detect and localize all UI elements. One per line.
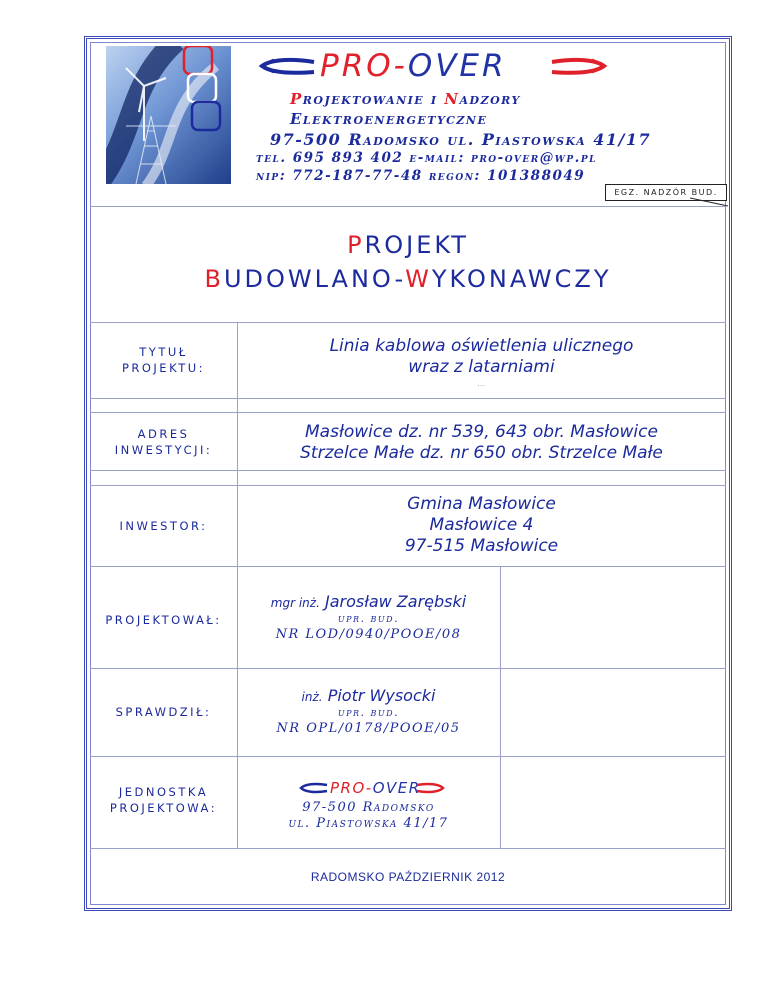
design-unit-address-1: 97-500 Radomsko: [302, 800, 435, 815]
checker-license-label: upr. bud.: [337, 706, 400, 719]
table-vline: [500, 566, 501, 848]
company-logo-image: [106, 46, 231, 184]
project-title-line2: BUDOWLANO-WYKONAWCZY: [204, 265, 612, 293]
company-ids: nip: 772-187-77-48 regon: 101388049: [256, 168, 586, 184]
table-line: [90, 566, 726, 567]
designer-name: mgr inż. Jarosław Zarębski: [270, 592, 467, 611]
footer-date: RADOMSKO PAŹDZIERNIK 2012: [310, 870, 506, 884]
company-name-line2: Elektroenergetyczne: [290, 110, 488, 128]
company-name-line1: Projektowanie i Nadzory: [290, 90, 521, 108]
designer-label: PROJEKTOWAŁ:: [105, 613, 222, 627]
investor-value: Gmina Masłowice Masłowice 4 97-515 Masłowice: [404, 494, 559, 556]
table-line: [90, 756, 726, 757]
project-title-value: Linia kablowa oświetlenia ulicznego wraz z latarniami ...: [329, 336, 634, 388]
address-label: ADRES INWESTYCJI:: [114, 427, 213, 457]
design-unit-address-2: ul. Piastowska 41/17: [288, 816, 449, 831]
brand-pro: PRO: [320, 48, 394, 84]
design-unit-left-arrow-icon: [299, 782, 329, 794]
wind-turbine-icon: [106, 46, 231, 184]
brand-logo: [258, 48, 608, 84]
investor-label: INWESTOR:: [119, 519, 208, 533]
table-line: [90, 848, 726, 849]
header-divider: [90, 206, 726, 207]
table-vline: [237, 322, 238, 848]
title-label: TYTUŁ PROJEKTU:: [121, 345, 206, 375]
designer-license-label: upr. bud.: [337, 612, 400, 625]
table-line: [90, 668, 726, 669]
brand-over: OVER: [407, 48, 507, 84]
brand-right-arrow-icon: [550, 56, 610, 80]
design-unit-right-arrow-icon: [415, 782, 445, 794]
table-line: [90, 470, 726, 471]
project-title-line1: PROJEKT: [347, 231, 469, 259]
brand-dash: -: [393, 48, 408, 84]
table-line: [90, 485, 726, 486]
design-unit-brand: PRO-OVER: [237, 778, 500, 798]
table-line: [90, 398, 726, 399]
designer-license-number: NR LOD/0940/POOE/08: [275, 627, 462, 642]
company-contact: tel. 695 893 402 e-mail: pro-over@wp.pl: [256, 150, 597, 166]
checker-label: SPRAWDZIŁ:: [115, 705, 212, 719]
checker-license-number: NR OPL/0178/POOE/05: [276, 721, 461, 736]
brand-left-arrow-icon: [258, 56, 318, 80]
design-unit-label: JEDNOSTKA PROJEKTOWA:: [109, 785, 218, 815]
checker-name: inż. Piotr Wysocki: [301, 686, 436, 705]
table-line: [90, 412, 726, 413]
supervision-stamp: EGZ. NADZÓR BUD.: [605, 184, 727, 201]
table-line: [90, 322, 726, 323]
company-address: 97-500 Radomsko ul. Piastowska 41/17: [270, 130, 652, 149]
investment-address-value: Masłowice dz. nr 539, 643 obr. Masłowice Strzelce Małe dz. nr 650 obr. Strzelce Małe: [300, 422, 663, 463]
